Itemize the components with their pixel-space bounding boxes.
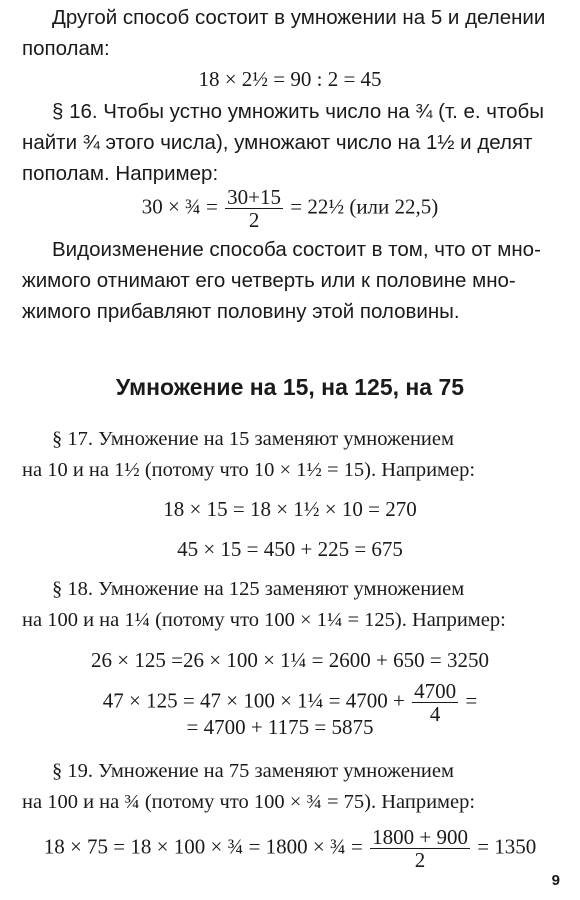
formula-5: 26 × 125 =26 × 100 × 1¼ = 2600 + 650 = 3250 — [91, 648, 489, 672]
paragraph-section-16 — [22, 96, 545, 189]
formula-1: 18 × 2½ = 90 : 2 = 45 — [198, 67, 382, 91]
text-line: жимого отнимают его четверть или к половине мно- — [22, 269, 516, 292]
text-line: § 16. Чтобы устно умножить число на ¾ (т. е. чтобы — [52, 100, 545, 123]
fraction-numerator: 1800 + 900 — [372, 825, 468, 849]
fraction-numerator: 30+15 — [227, 185, 281, 209]
text-line: Другой способ состоит в умножении на 5 и делении — [52, 6, 546, 29]
text-line: пополам: — [22, 37, 110, 60]
text-line: найти ¾ этого числа), умножают число на 1½ и делят — [22, 131, 533, 154]
text-line: на 100 и на ¾ (потому что 100 × ¾ = 75). Например: — [22, 791, 476, 813]
fraction-denominator: 2 — [414, 848, 426, 872]
paragraph-section-17 — [22, 424, 542, 486]
formula-right: = — [465, 688, 478, 713]
fraction-numerator: 4700 — [414, 679, 457, 703]
text-line: пополам. Например: — [22, 162, 219, 185]
page-number: 9 — [551, 872, 560, 889]
formula-2 — [0, 186, 580, 231]
text-line: § 18. Умножение на 125 заменяют умножением — [52, 578, 465, 600]
fraction — [370, 826, 470, 871]
text-line: на 10 и на 1½ (потому что 10 × 1½ = 15). Например: — [22, 459, 476, 481]
formula-7: = 4700 + 1175 = 5875 — [186, 715, 374, 739]
fraction-denominator: 2 — [248, 208, 260, 232]
fraction-denominator: 4 — [429, 702, 441, 726]
formula-left: 30 × ¾ = — [141, 194, 218, 219]
text-line: на 100 и на 1¼ (потому что 100 × 1¼ = 125). Например: — [22, 609, 506, 631]
formula-left: 18 × 75 = 18 × 100 × ¾ = 1800 × ¾ = — [43, 834, 363, 859]
text-line: § 19. Умножение на 75 заменяют умножением — [52, 760, 454, 782]
paragraph-intro — [22, 2, 546, 64]
formula-right: = 1350 — [477, 834, 537, 859]
formula-left: 47 × 125 = 47 × 100 × 1¼ = 4700 + — [102, 688, 405, 713]
text-line: жимого прибавляют половину этой половины. — [22, 300, 460, 323]
text-line: § 17. Умножение на 15 заменяют умножением — [52, 428, 454, 450]
section-heading: Умножение на 15, на 125, на 75 — [115, 374, 465, 400]
text-line: Видоизменение способа состоит в том, что от мно- — [52, 238, 541, 261]
paragraph-section-19 — [22, 756, 542, 818]
formula-right: = 22½ (или 22,5) — [290, 194, 439, 219]
paragraph-variation — [22, 234, 542, 327]
formula-8 — [0, 826, 580, 871]
fraction — [225, 186, 283, 231]
formula-4: 45 × 15 = 450 + 225 = 675 — [177, 537, 403, 561]
paragraph-section-18 — [22, 574, 542, 636]
formula-3: 18 × 15 = 18 × 1½ × 10 = 270 — [163, 497, 417, 521]
